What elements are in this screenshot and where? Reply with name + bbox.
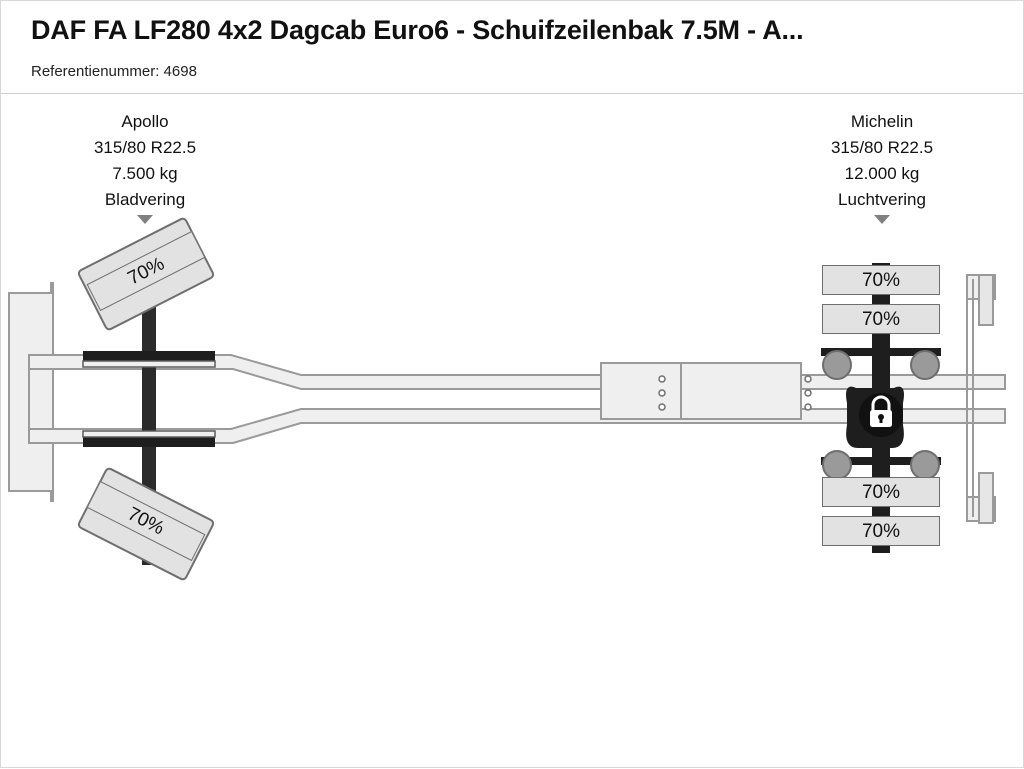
tread-badge-rear-right-outer: 70% bbox=[822, 516, 940, 546]
front-axle-tyre-size: 315/80 R22.5 bbox=[93, 138, 197, 157]
front-axle-brand: Apollo bbox=[121, 112, 169, 131]
lock-icon bbox=[859, 393, 903, 437]
chassis-top-view-diagram bbox=[1, 93, 1024, 769]
rear-axle-brand: Michelin bbox=[850, 112, 914, 131]
reference-number bbox=[1, 63, 1024, 81]
tread-badge-rear-left-outer: 70% bbox=[822, 265, 940, 295]
tread-badge-front-right: 70% bbox=[87, 481, 206, 561]
front-axle-capacity: 7.500 kg bbox=[112, 164, 178, 183]
tread-badge-rear-left-inner: 70% bbox=[822, 304, 940, 334]
page-title-text: DAF FA LF280 4x2 Dagcab Euro6 - Schuifzeilenbak 7.5M - A... bbox=[31, 15, 804, 45]
rear-axle-suspension: Luchtvering bbox=[838, 190, 926, 209]
page-title bbox=[1, 1, 1024, 52]
rear-axle-capacity: 12.000 kg bbox=[844, 164, 920, 183]
tread-badge-front-left: 70% bbox=[87, 231, 206, 311]
tread-badge-rear-right-inner: 70% bbox=[822, 477, 940, 507]
reference-number-text: Referentienummer: 4698 bbox=[31, 63, 197, 80]
front-axle-suspension: Bladvering bbox=[104, 190, 186, 209]
rear-axle-tyre-size: 315/80 R22.5 bbox=[830, 138, 934, 157]
